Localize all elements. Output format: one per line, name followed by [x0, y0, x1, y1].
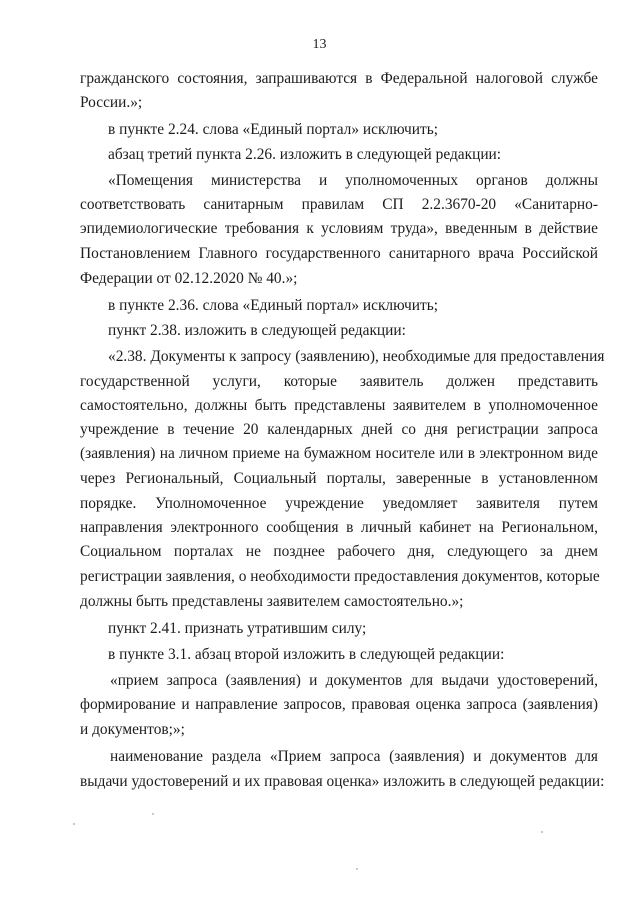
text-line: абзац третий пункта 2.26. изложить в следующей редакции: — [108, 146, 502, 163]
text-line: соответствовать санитарным правилам СП 2.2.3670-20 «Санитарно- — [80, 196, 598, 213]
text-line: направления электронного сообщения в личный кабинет на Региональном, — [80, 519, 598, 536]
text-line: учреждение в течение 20 календарных дней со дня регистрации запроса — [80, 421, 598, 438]
text-line: порядке. Уполномоченное учреждение уведомляет заявителя путем — [80, 495, 598, 512]
text-line: «Помещения министерства и уполномоченных органов должны — [108, 172, 598, 189]
scan-speck — [541, 831, 543, 833]
text-line: государственной услуги, которые заявитель должен представить — [80, 373, 598, 390]
text-line: «прием запроса (заявления) и документов для выдачи удостоверений, — [110, 672, 598, 689]
text-line: Постановлением Главного государственного санитарного врача Российской — [80, 245, 598, 262]
text-line: должны быть представлены заявителем самостоятельно.»; — [80, 593, 464, 610]
text-line: формирование и направление запросов, правовая оценка запроса (заявления) — [80, 696, 598, 713]
text-line: Федерации от 02.12.2020 № 40.»; — [80, 270, 298, 287]
text-line: Социальном порталах не позднее рабочего дня, следующего за днем — [80, 543, 598, 560]
text-line: самостоятельно, должны быть представлены заявителем в уполномоченное — [80, 397, 598, 414]
text-line: регистрации заявления, о необходимости предоставления документов, которые — [80, 568, 600, 585]
text-line: пункт 2.41. признать утратившим силу; — [108, 620, 367, 637]
text-line: в пункте 2.24. слова «Единый портал» исключить; — [108, 121, 439, 138]
text-line: через Региональный, Социальный порталы, заверенные в установленном — [80, 470, 598, 487]
text-line: пункт 2.38. изложить в следующей редакции: — [108, 322, 406, 339]
text-line: гражданского состояния, запрашиваются в Федеральной налоговой службе — [80, 70, 598, 87]
text-line: эпидемиологические требования к условиям труда», введенным в действие — [80, 220, 598, 237]
text-line: (заявления) на личном приеме на бумажном носителе или в электронном виде — [80, 445, 598, 462]
text-line: и документов;»; — [80, 721, 185, 738]
scan-speck — [152, 813, 154, 815]
text-line: «2.38. Документы к запросу (заявлению), необходимые для предоставления — [108, 348, 605, 365]
text-line: выдачи удостоверений и их правовая оценка» изложить в следующей редакции: — [80, 773, 605, 790]
text-line: России.»; — [80, 94, 143, 111]
scan-speck — [73, 823, 75, 825]
text-line: наименование раздела «Прием запроса (заявления) и документов для — [110, 748, 598, 765]
scan-speck — [356, 868, 358, 870]
page-number: 13 — [312, 37, 327, 52]
text-line: в пункте 2.36. слова «Единый портал» исключить; — [108, 297, 439, 314]
text-line: в пункте 3.1. абзац второй изложить в следующей редакции: — [108, 646, 505, 663]
